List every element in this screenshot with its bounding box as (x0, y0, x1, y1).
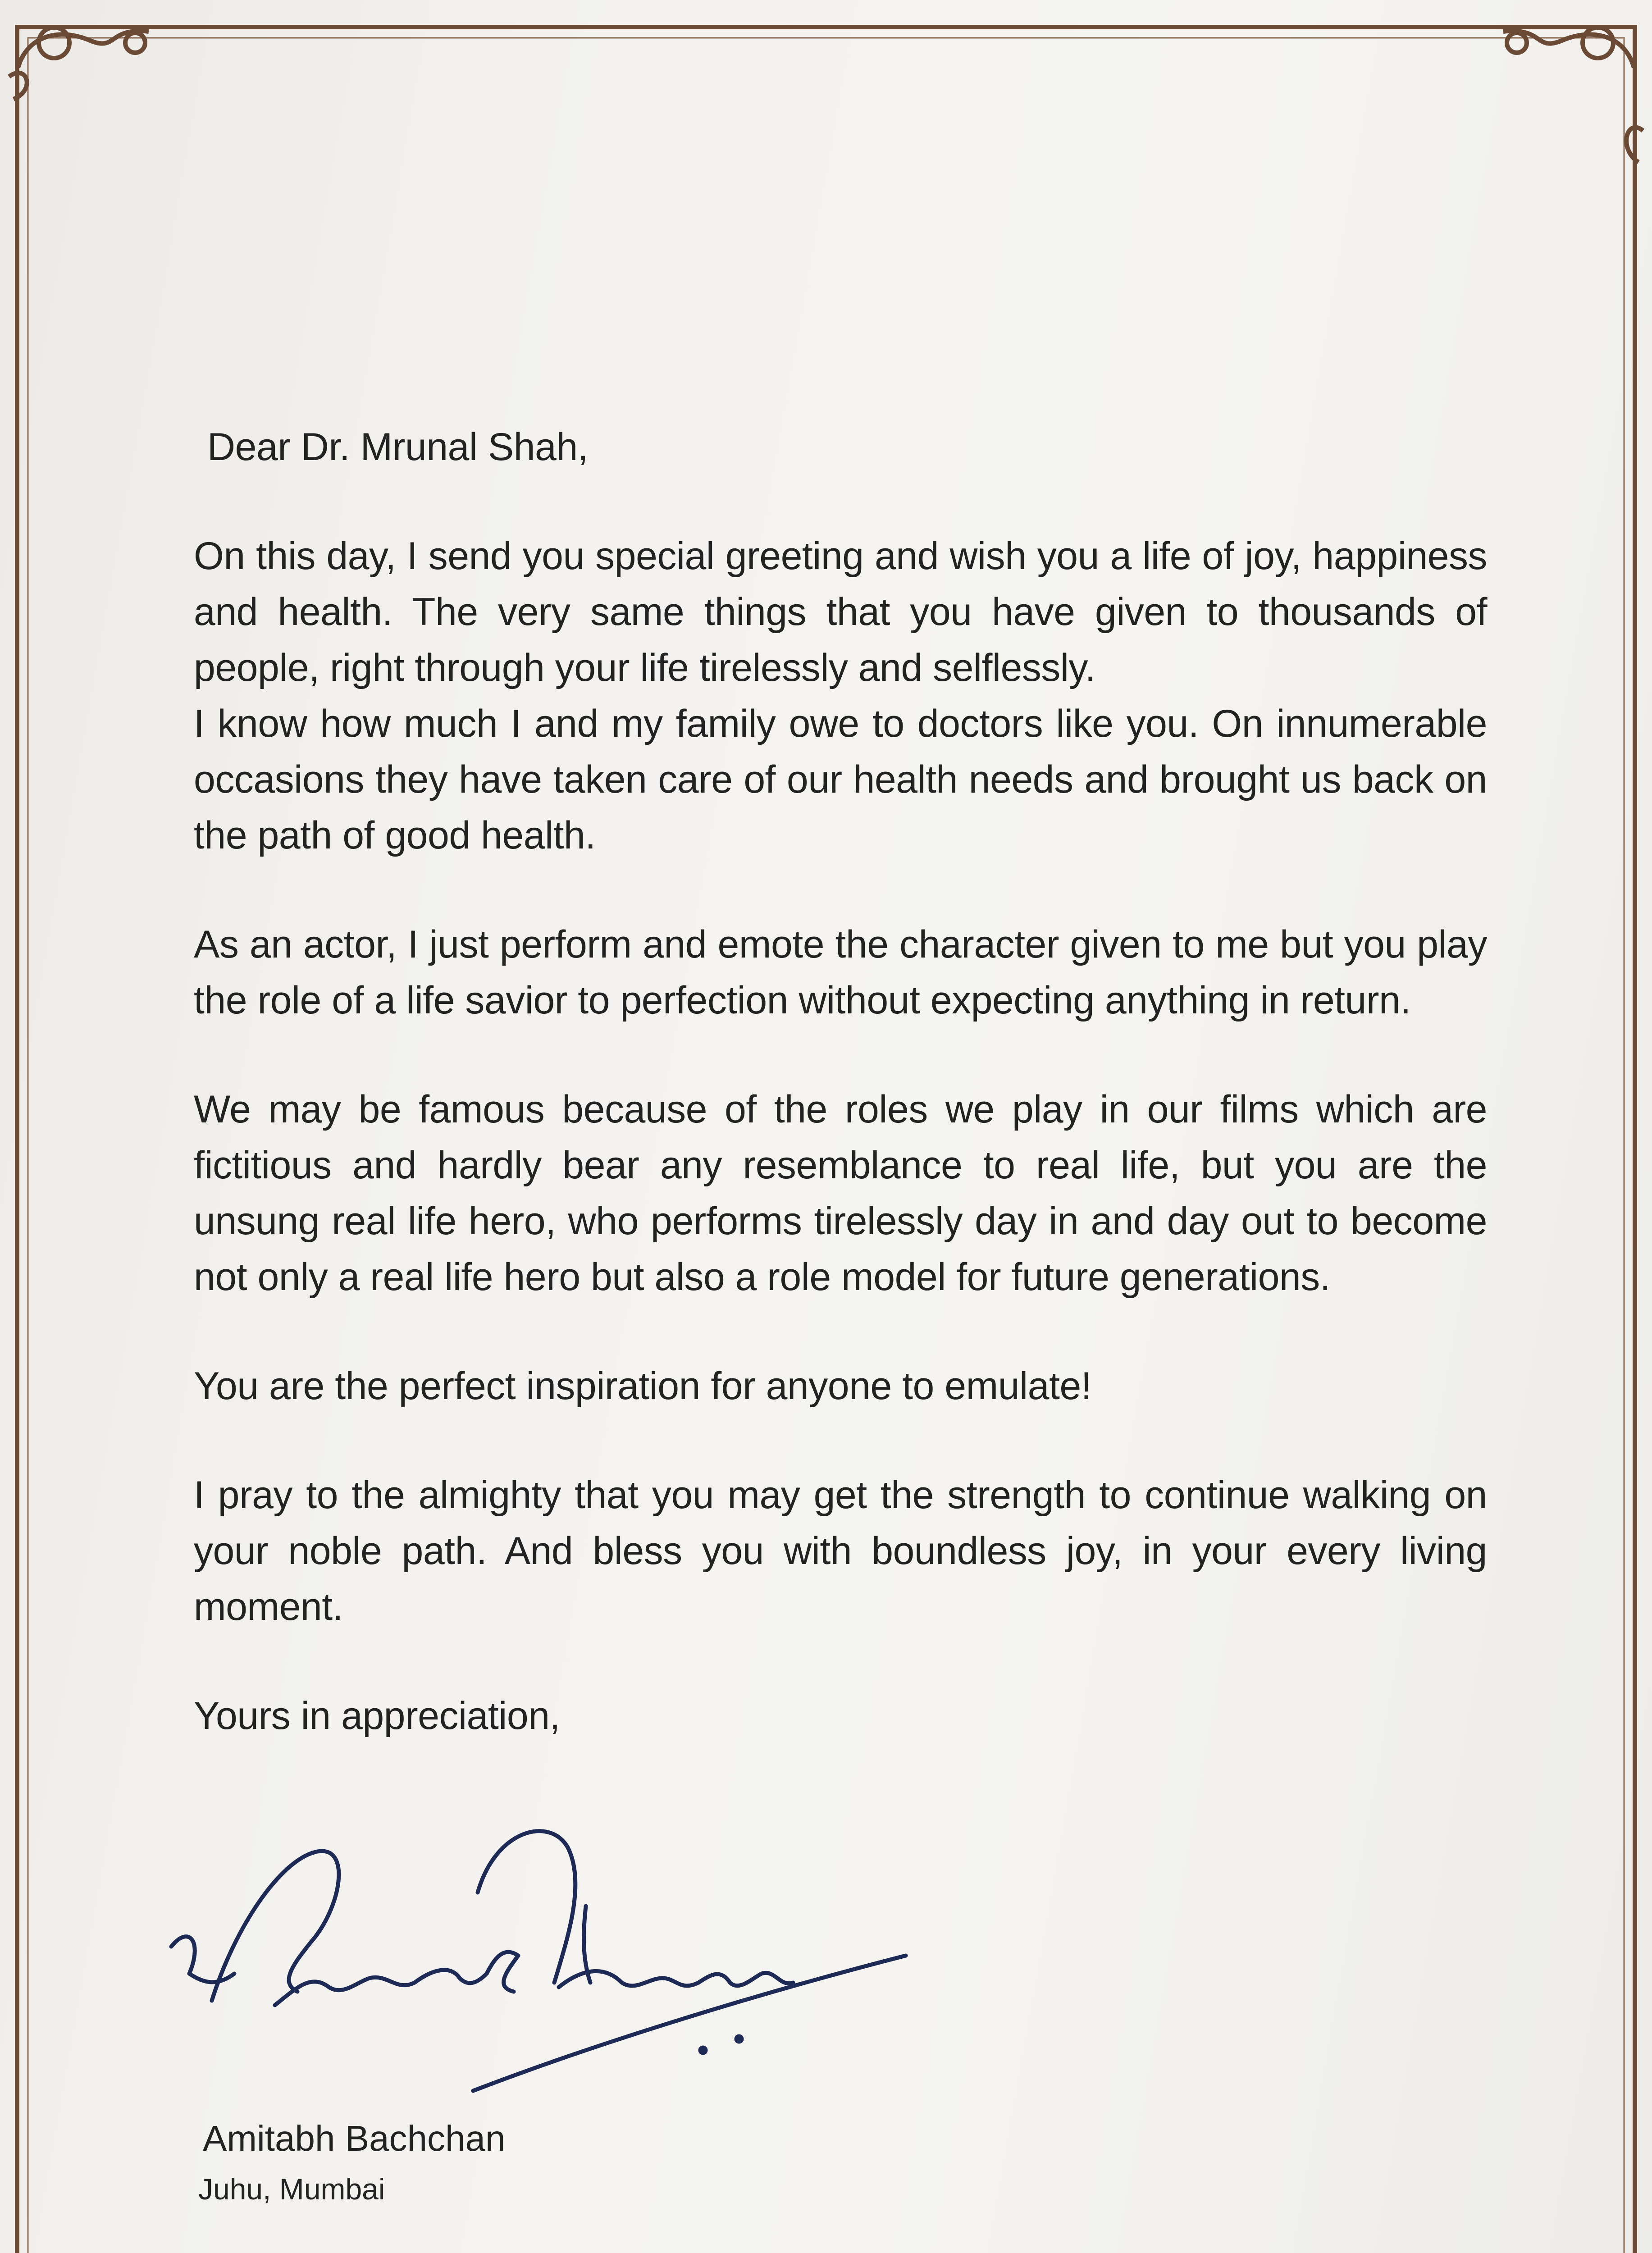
paragraph-famous: We may be famous because of the roles we play in our films which are fictitious and hardly bear any resemblance to real life, but you are the unsung real life hero, who performs tirelessly day in and day out to become not only a real life hero but also a role model for future generations. (194, 1088, 1487, 1299)
paragraph-actor: As an actor, I just perform and emote the character given to me but you play the role of a life savior to perfection without expecting anything in return. (194, 923, 1487, 1022)
paragraph-greeting: On this day, I send you special greeting and wish you a life of joy, happiness and health. The very same things that you have given to thousands of people, right through your life tirelessly and selflessly. (194, 534, 1487, 689)
handwritten-signature (162, 1793, 928, 2118)
salutation: Dear Dr. Mrunal Shah, (207, 425, 589, 469)
letter-body (194, 419, 1487, 1744)
closing-line: Yours in appreciation, (194, 1694, 560, 1738)
signer-name: Amitabh Bachchan (203, 2118, 506, 2158)
paragraph-family: I know how much I and my family owe to doctors like you. On innumerable occasions they have taken care of our health needs and brought us back on the path of good health. (194, 702, 1487, 857)
paragraph-prayer: I pray to the almighty that you may get the strength to continue walking on your noble path. And bless you with boundless joy, in your every living moment. (194, 1473, 1487, 1628)
corner-ornament-top-right (1503, 27, 1643, 162)
paragraph-inspiration: You are the perfect inspiration for anyone to emulate! (194, 1364, 1092, 1408)
signer-location: Juhu, Mumbai (198, 2172, 385, 2206)
